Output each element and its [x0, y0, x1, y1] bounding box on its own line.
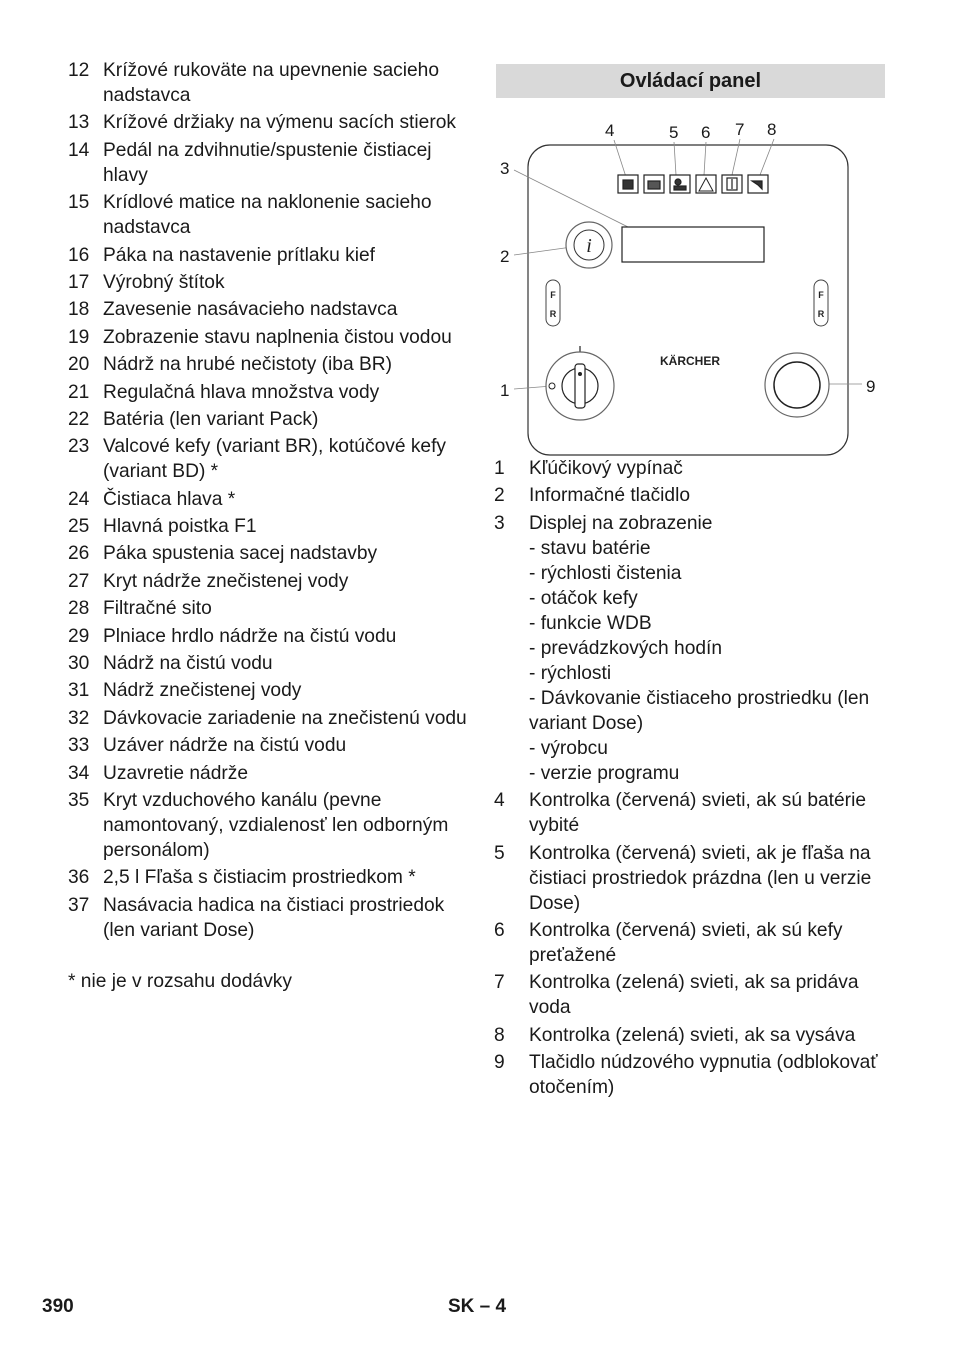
list-item	[68, 514, 468, 539]
item-label: Kryt vzduchového kanálu (pevne namontovaný, vzdialenosť len odborným personálom)	[103, 789, 449, 861]
item-text	[529, 1050, 894, 1100]
item-label: Dávkovacie zariadenie na znečistenú vodu	[103, 707, 467, 729]
item-label: Kryt nádrže znečistenej vody	[103, 570, 349, 592]
item-text	[103, 865, 468, 890]
item-number: 14	[68, 139, 90, 161]
item-number: 9	[494, 1052, 505, 1074]
sub-item: - Dávkovanie čistiaceho prostriedku (len variant Dose)	[529, 687, 870, 734]
item-text	[103, 487, 468, 512]
callout-3: 3	[500, 159, 510, 178]
item-label: Zobrazenie stavu naplnenia čistou vodou	[103, 326, 452, 348]
list-item	[494, 483, 894, 508]
item-text	[103, 651, 468, 676]
item-number: 16	[68, 244, 90, 266]
item-number: 26	[68, 543, 90, 565]
item-text	[103, 297, 468, 322]
item-number: 30	[68, 653, 90, 675]
display-screen	[622, 227, 764, 262]
item-label: Plniace hrdlo nádrže na čistú vodu	[103, 625, 397, 647]
item-label: Regulačná hlava množstva vody	[103, 381, 380, 403]
item-number: 4	[494, 790, 505, 812]
svg-text:KÄRCHER: KÄRCHER	[660, 354, 720, 368]
item-number: 31	[68, 680, 90, 702]
list-item	[68, 407, 468, 432]
list-item	[494, 788, 894, 838]
list-item	[494, 918, 894, 968]
item-text	[529, 483, 894, 508]
list-item	[68, 569, 468, 594]
item-text	[103, 733, 468, 758]
section-title: Ovládací panel	[496, 64, 885, 98]
sub-item: - otáčok kefy	[529, 587, 638, 609]
item-label: Nasávacia hadica na čistiaci prostriedok (len variant Dose)	[103, 894, 445, 941]
item-number: 6	[494, 919, 505, 941]
callout-9: 9	[866, 377, 876, 396]
item-label: Nádrž znečistenej vody	[103, 680, 302, 702]
list-item	[68, 651, 468, 676]
item-text	[103, 243, 468, 268]
svg-text:F: F	[818, 290, 824, 300]
karcher-logo	[646, 353, 732, 368]
emergency-stop-button	[765, 353, 829, 417]
left-parts-list	[68, 58, 468, 994]
item-text	[103, 352, 468, 377]
item-number: 21	[68, 381, 90, 403]
item-label: Krížové rukoväte na upevnenie sacieho nadstavca	[103, 60, 439, 106]
item-number: 32	[68, 707, 90, 729]
list-item	[68, 434, 468, 484]
item-text	[103, 788, 468, 863]
item-number: 15	[68, 192, 90, 214]
sub-item: - funkcie WDB	[529, 612, 652, 634]
list-item	[68, 788, 468, 863]
item-text	[103, 893, 468, 943]
item-text	[529, 1023, 894, 1048]
item-text	[103, 624, 468, 649]
control-panel-diagram	[494, 112, 894, 457]
item-text	[103, 138, 468, 188]
item-number: 20	[68, 354, 90, 376]
callout-8: 8	[767, 120, 777, 139]
right-direction-switch	[814, 280, 828, 326]
sub-item: - výrobcu	[529, 737, 608, 759]
svg-text:R: R	[817, 309, 825, 319]
item-number: 2	[494, 485, 505, 507]
list-item	[68, 138, 468, 188]
list-item	[68, 706, 468, 731]
item-number: 37	[68, 894, 90, 916]
item-label: Kontrolka (červená) svieti, ak sú batérie vybité	[529, 790, 866, 837]
water-supply-icon	[722, 175, 742, 193]
list-item	[68, 865, 468, 890]
list-item	[68, 761, 468, 786]
list-item	[494, 1050, 894, 1100]
item-label: Pedál na zdvihnutie/spustenie čistiacej hlavy	[103, 139, 432, 186]
list-item	[68, 733, 468, 758]
sub-item: - stavu batérie	[529, 537, 651, 559]
item-text	[103, 761, 468, 786]
callout-7: 7	[735, 120, 745, 139]
info-button	[566, 222, 612, 268]
sub-item: - rýchlosti čistenia	[529, 562, 682, 584]
list-item	[68, 541, 468, 566]
item-text	[529, 456, 894, 481]
svg-text:R: R	[549, 309, 557, 319]
item-number: 5	[494, 842, 505, 864]
item-label: Kontrolka (červená) svieti, ak je fľaša na čistiaci prostriedok prázdna (len u verzie Dose)	[529, 842, 872, 914]
item-number: 29	[68, 625, 90, 647]
item-text	[103, 541, 468, 566]
item-text	[103, 110, 468, 135]
sub-item: - prevádzkových hodín	[529, 637, 723, 659]
callout-1: 1	[500, 381, 510, 400]
item-label: Uzavretie nádrže	[103, 762, 249, 784]
item-label: Kontrolka (červená) svieti, ak sú kefy preťažené	[529, 919, 843, 966]
callout-5: 5	[669, 123, 679, 142]
footnote: * nie je v rozsahu dodávky	[68, 970, 292, 992]
list-item	[494, 456, 894, 481]
item-text	[103, 325, 468, 350]
item-number: 13	[68, 112, 90, 134]
list-item	[68, 352, 468, 377]
item-text	[103, 434, 468, 484]
item-label: Výrobný štítok	[103, 271, 225, 293]
item-text	[103, 514, 468, 539]
item-number: 8	[494, 1024, 505, 1046]
item-text	[103, 569, 468, 594]
list-item	[68, 243, 468, 268]
list-item	[494, 970, 894, 1020]
suction-icon	[748, 175, 768, 193]
svg-text:F: F	[550, 290, 556, 300]
item-number: 17	[68, 271, 90, 293]
item-text	[529, 788, 894, 838]
item-label: Krížové držiaky na výmenu sacích stierok	[103, 112, 456, 134]
list-item	[68, 678, 468, 703]
item-label: 2,5 l Fľaša s čistiacim prostriedkom *	[103, 867, 416, 889]
item-number: 25	[68, 516, 90, 538]
info-icon: i	[586, 235, 592, 257]
item-label: Čistiaca hlava *	[103, 488, 236, 510]
item-number: 7	[494, 972, 505, 994]
item-label: Páka na nastavenie prítlaku kief	[103, 244, 375, 266]
item-number: 34	[68, 762, 90, 784]
item-text	[103, 190, 468, 240]
list-item	[68, 325, 468, 350]
item-text	[529, 511, 894, 786]
page-number: 390	[42, 1296, 74, 1317]
list-item	[494, 841, 894, 916]
brush-overload-icon	[670, 175, 690, 193]
list-item	[494, 1023, 894, 1048]
item-number: 1	[494, 458, 505, 479]
battery-warning-icon	[618, 175, 638, 193]
right-legend-list	[494, 456, 894, 1103]
item-text	[529, 841, 894, 916]
language-page-label: SK – 4	[448, 1296, 507, 1317]
item-number: 23	[68, 436, 90, 458]
item-label: Kontrolka (zelená) svieti, ak sa pridáva voda	[529, 972, 859, 1019]
list-item	[68, 596, 468, 621]
list-item	[68, 110, 468, 135]
item-text	[529, 918, 894, 968]
item-number: 33	[68, 735, 90, 757]
item-label: Informačné tlačidlo	[529, 485, 691, 507]
item-number: 12	[68, 60, 90, 81]
list-item	[68, 624, 468, 649]
item-label: Tlačidlo núdzového vypnutia (odblokovať otočením)	[529, 1052, 878, 1099]
item-label: Valcové kefy (variant BR), kotúčové kefy (variant BD) *	[103, 436, 447, 483]
item-label: Hlavná poistka F1	[103, 516, 257, 538]
list-item	[494, 511, 894, 786]
list-item	[68, 893, 468, 943]
item-number: 19	[68, 326, 90, 348]
sub-item: - verzie programu	[529, 762, 680, 784]
item-text	[103, 270, 468, 295]
item-label: Displej na zobrazenie	[529, 512, 713, 534]
item-text	[103, 596, 468, 621]
item-text	[529, 970, 894, 1020]
detergent-bottle-icon	[644, 175, 664, 193]
item-number: 24	[68, 488, 90, 510]
item-text	[103, 678, 468, 703]
item-text	[103, 380, 468, 405]
item-number: 35	[68, 789, 90, 811]
item-label: Nádrž na čistú vodu	[103, 653, 273, 675]
list-item	[68, 58, 468, 108]
item-label: Nádrž na hrubé nečistoty (iba BR)	[103, 354, 393, 376]
item-label: Kontrolka (zelená) svieti, ak sa vysáva	[529, 1024, 856, 1046]
item-text	[103, 706, 468, 731]
callout-2: 2	[500, 247, 510, 266]
list-item	[68, 487, 468, 512]
item-number: 36	[68, 867, 90, 889]
item-number: 28	[68, 598, 90, 620]
item-number: 22	[68, 408, 90, 430]
item-text	[103, 58, 468, 108]
callout-4: 4	[605, 121, 615, 140]
list-item	[68, 297, 468, 322]
sub-item: - rýchlosti	[529, 662, 612, 684]
item-number: 18	[68, 299, 90, 321]
callout-6: 6	[701, 123, 711, 142]
list-item	[68, 380, 468, 405]
item-number: 27	[68, 570, 90, 592]
item-label: Páka spustenia sacej nadstavby	[103, 543, 378, 565]
item-label: Filtračné sito	[103, 598, 212, 620]
warning-triangle-icon	[696, 175, 716, 193]
list-item	[68, 190, 468, 240]
item-label: Batéria (len variant Pack)	[103, 408, 319, 430]
left-direction-switch	[546, 280, 560, 326]
item-text	[103, 407, 468, 432]
item-label: Krídlové matice na naklonenie sacieho nadstavca	[103, 192, 432, 239]
list-item	[68, 270, 468, 295]
item-label: Uzáver nádrže na čistú vodu	[103, 735, 347, 757]
item-label: Kľúčikový vypínač	[529, 458, 683, 479]
item-label: Zavesenie nasávacieho nadstavca	[103, 299, 398, 321]
item-number: 3	[494, 512, 505, 534]
